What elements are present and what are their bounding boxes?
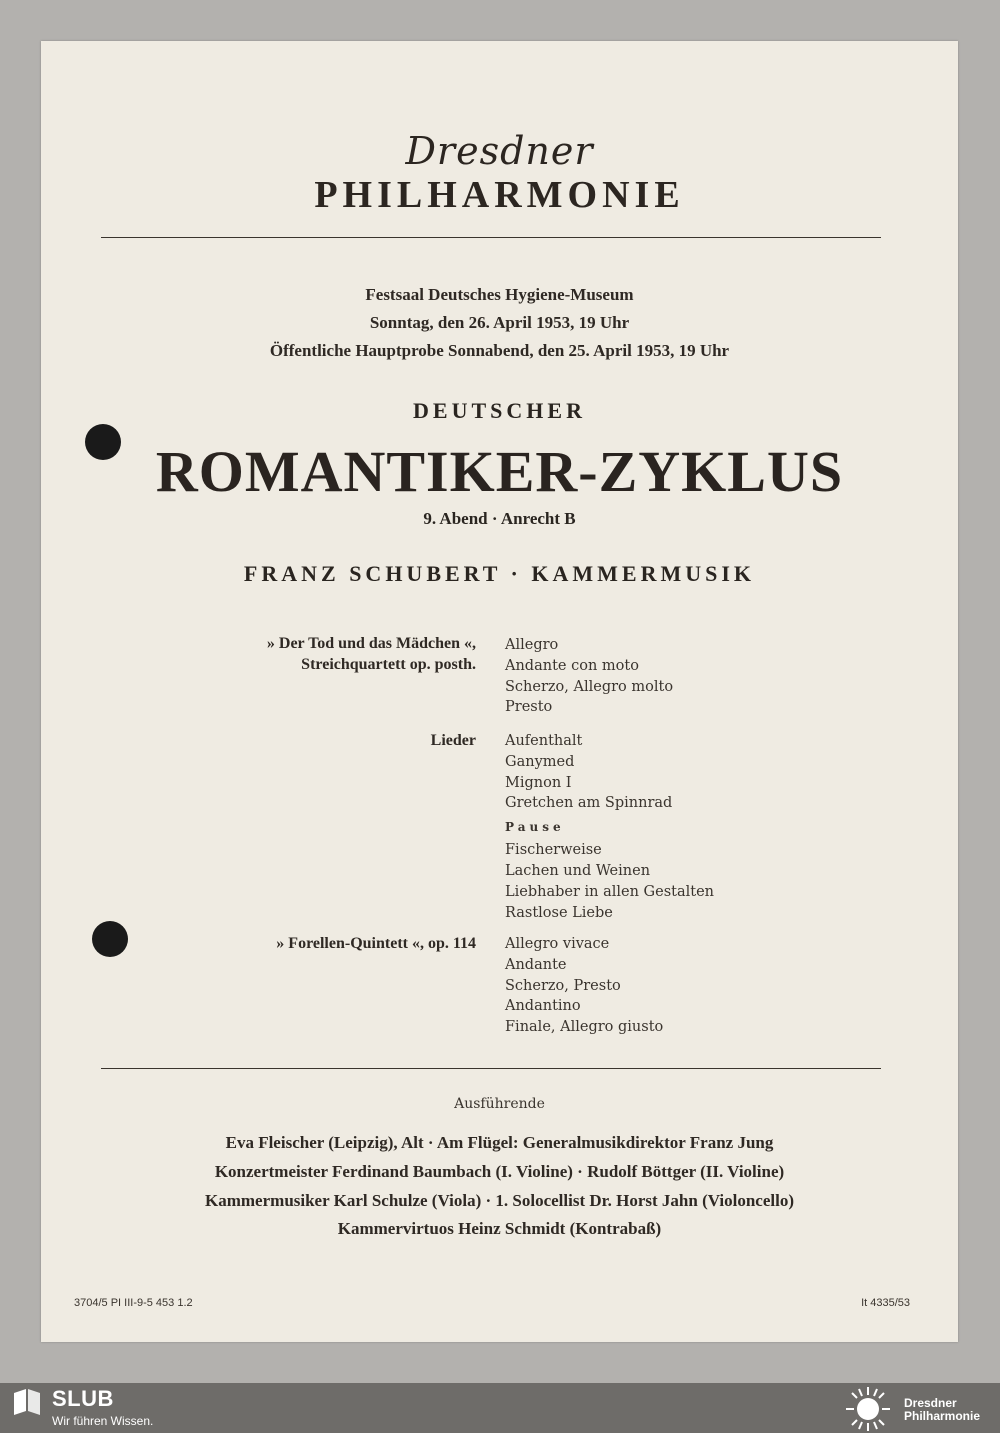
movement-list [505, 731, 714, 923]
cycle-pre-title: DEUTSCHER [413, 398, 586, 423]
rehearsal-line: Öffentliche Hauptprobe Sonnabend, den 25. April 1953, 19 Uhr [269, 341, 730, 360]
cycle-subtitle: 9. Abend · Anrecht B [423, 509, 576, 528]
movement-item: Scherzo, Allegro molto [505, 678, 674, 695]
work-title-line: Lieder [430, 732, 476, 749]
movement-item: Finale, Allegro giusto [505, 1019, 664, 1036]
partner-name-line: Dresdner [904, 1396, 957, 1410]
punch-hole [92, 921, 128, 957]
org-name-title: PHILHARMONIE [314, 174, 685, 216]
performer-line: Eva Fleischer (Leipzig), Alt · Am Flügel: Generalmusikdirektor Franz Jung [225, 1133, 774, 1152]
library-name[interactable]: SLUB [52, 1386, 114, 1411]
movement-item: Liebhaber in allen Gestalten [505, 883, 715, 900]
partner-name[interactable] [904, 1397, 980, 1423]
print-code-right: It 4335/53 [861, 1297, 910, 1309]
work-title [276, 933, 476, 954]
performer-line: Kammermusiker Karl Schulze (Viola) · 1. Solocellist Dr. Horst Jahn (Violoncello) [205, 1191, 794, 1210]
movement-item: Fischerweise [505, 842, 602, 859]
movement-item: Aufenthalt [505, 733, 583, 749]
work-title-line: Streichquartett op. posth. [301, 656, 476, 673]
program-heading: FRANZ SCHUBERT · KAMMERMUSIK [243, 561, 756, 586]
print-code-left: 3704/5 PI III-9-5 453 1.2 [74, 1297, 193, 1309]
header-divider [101, 237, 881, 238]
work-title-line: » Der Tod und das Mädchen «, [266, 635, 476, 652]
movement-item: Rastlose Liebe [505, 904, 613, 921]
cycle-title: ROMANTIKER-ZYKLUS [155, 439, 844, 504]
movement-item: Mignon I [505, 774, 572, 791]
movement-item: Presto [505, 699, 553, 716]
philharmonie-logo-icon [843, 1385, 893, 1433]
program-sheet [41, 41, 958, 1342]
pause-label: Pause [505, 820, 565, 835]
movement-item: Andante [505, 956, 567, 973]
movement-item: Andante con moto [505, 657, 639, 674]
performers-heading: Ausführende [454, 1096, 545, 1112]
movement-item: Lachen und Weinen [505, 862, 651, 879]
partner-name-line: Philharmonie [904, 1409, 981, 1423]
movement-item: Andantino [505, 998, 581, 1015]
library-tagline: Wir führen Wissen. [52, 1414, 154, 1428]
work-title [431, 730, 476, 751]
slub-logo-icon [12, 1389, 40, 1415]
movement-item: Gretchen am Spinnrad [505, 795, 673, 812]
movement-item: Allegro vivace [505, 936, 610, 952]
work-title-line: » Forellen-Quintett «, op. 114 [276, 935, 476, 952]
movement-list [505, 934, 663, 1038]
punch-hole [85, 424, 121, 460]
venue-line: Festsaal Deutsches Hygiene-Museum [365, 285, 634, 304]
movement-list [505, 635, 673, 718]
org-script-title: Dresdner [405, 129, 594, 173]
performer-line: Konzertmeister Ferdinand Baumbach (I. Violine) · Rudolf Böttger (II. Violine) [214, 1162, 785, 1181]
date-line: Sonntag, den 26. April 1953, 19 Uhr [369, 313, 630, 332]
movement-item: Ganymed [505, 753, 575, 770]
work-title [267, 633, 476, 675]
movement-item: Allegro [505, 637, 559, 653]
program-divider [101, 1068, 881, 1069]
movement-item: Scherzo, Presto [505, 977, 621, 994]
performer-line: Kammervirtuos Heinz Schmidt (Kontrabaß) [337, 1219, 662, 1238]
